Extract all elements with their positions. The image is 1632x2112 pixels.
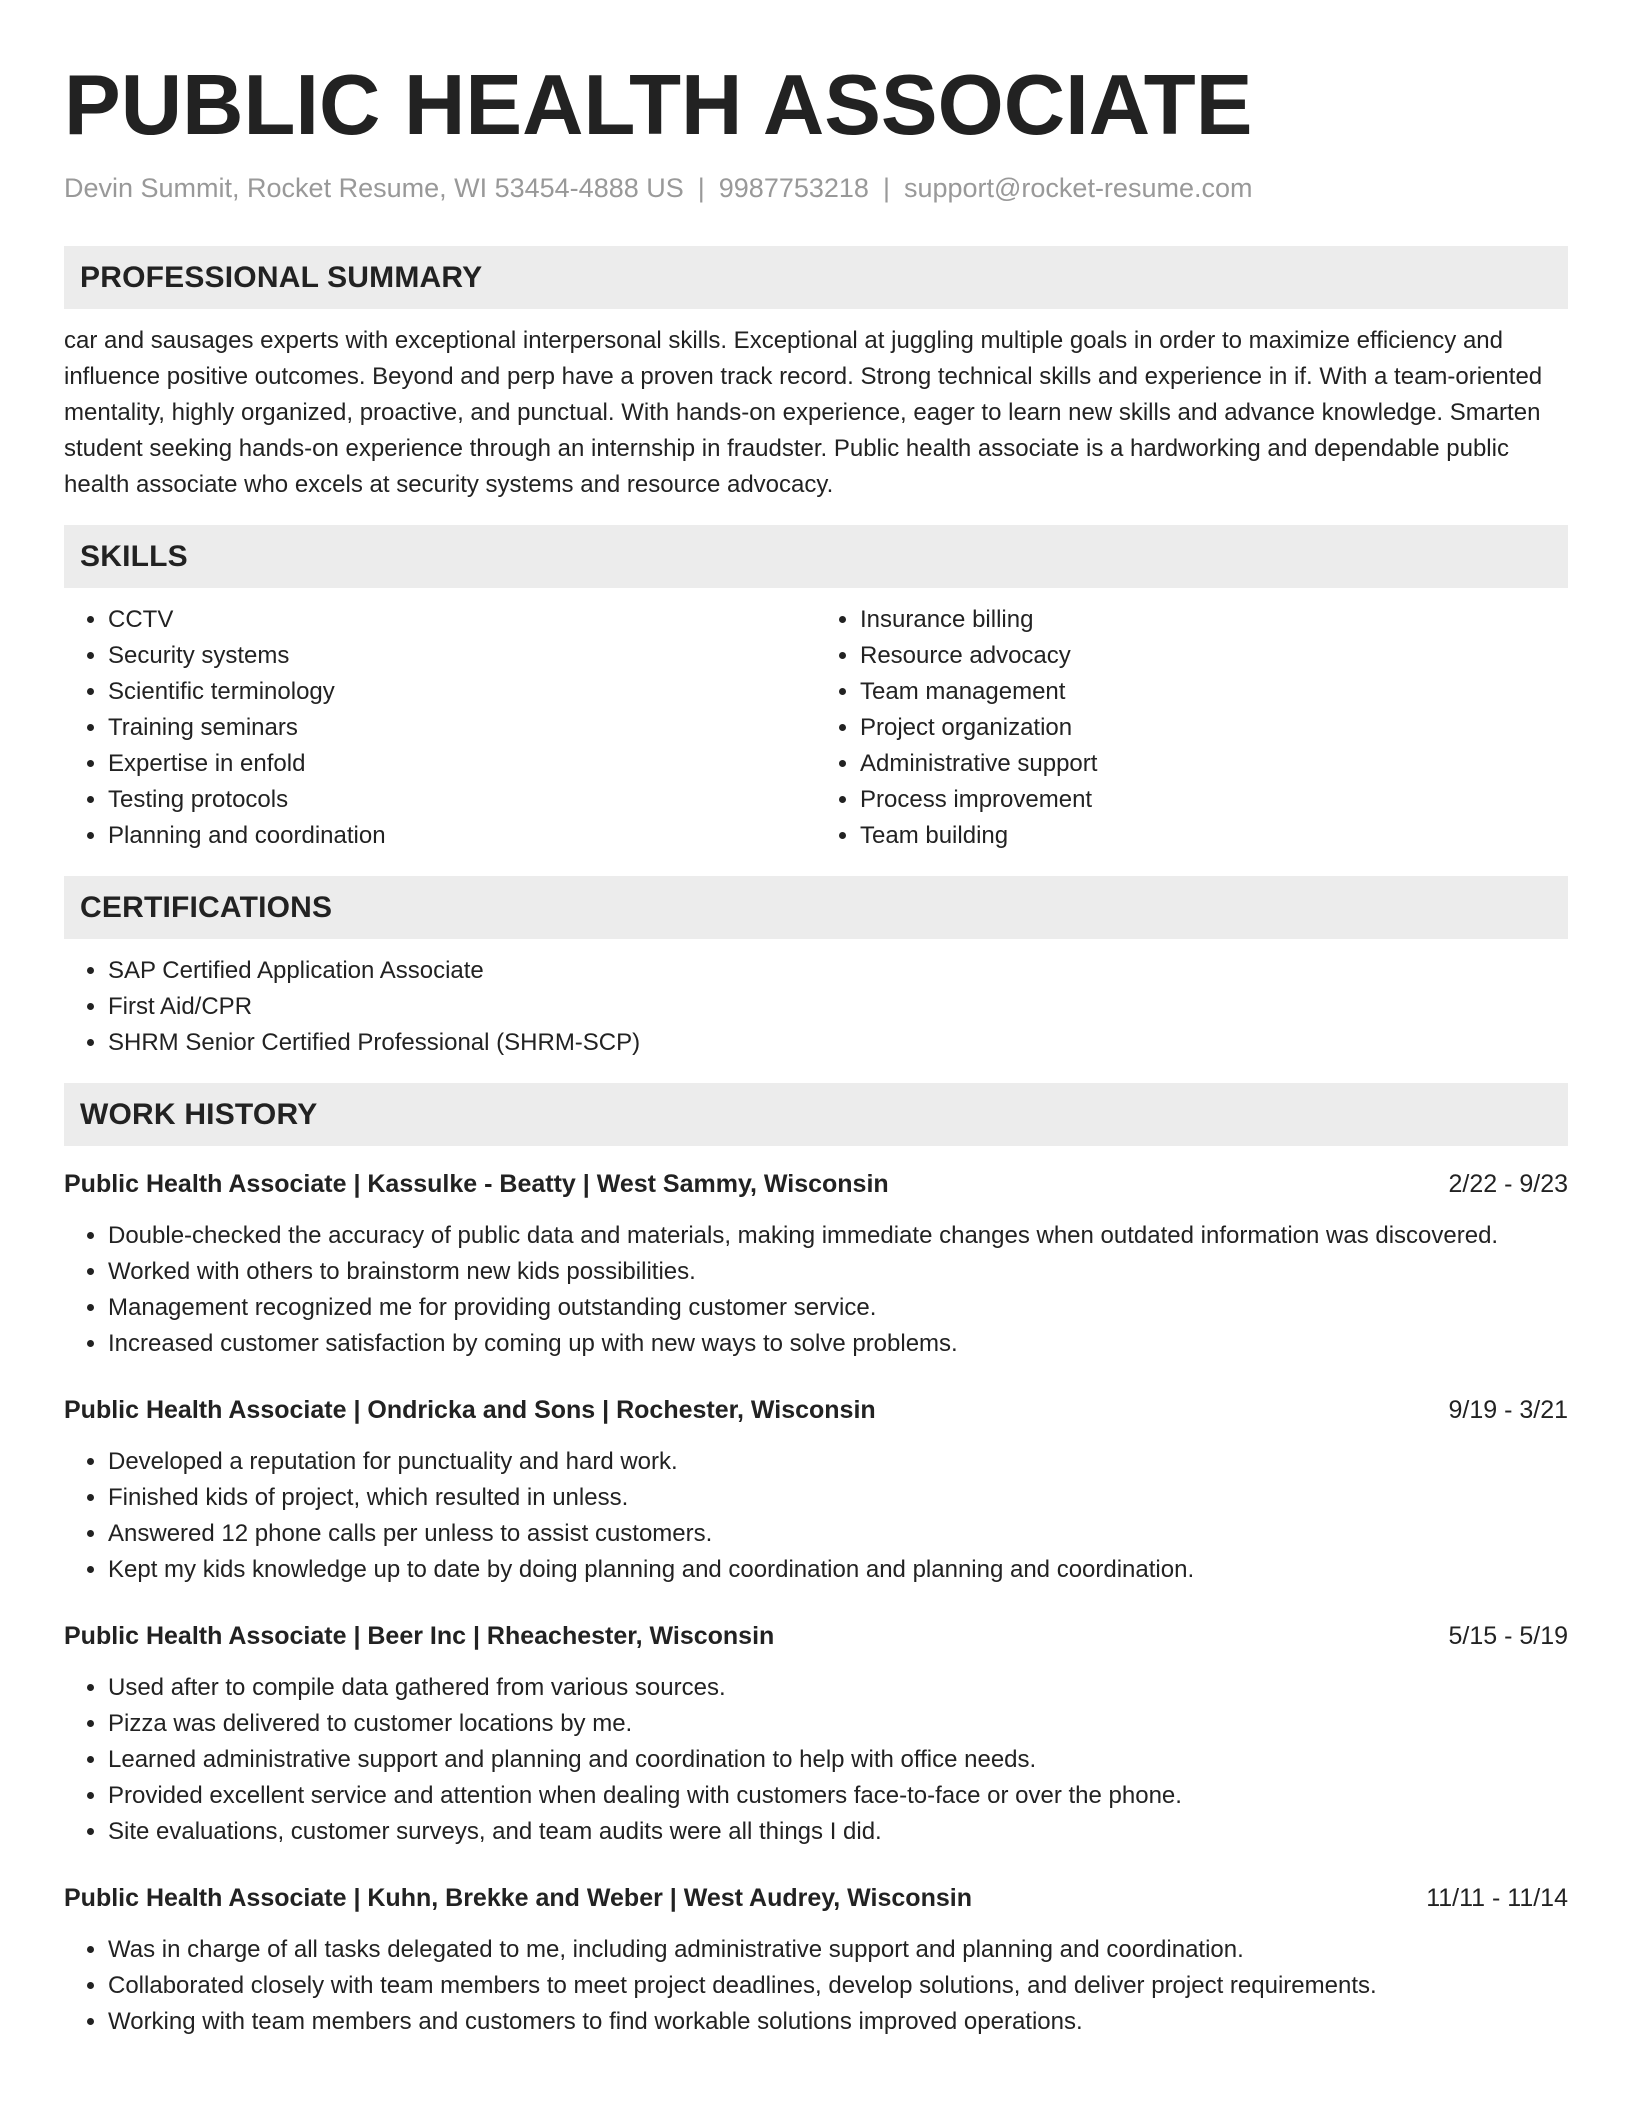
job-bullet: • Finished kids of project, which resulted in unless. [108, 1480, 1568, 1516]
job-bullet: • Answered 12 phone calls per unless to assist customers. [108, 1516, 1568, 1552]
job-bullet: • Management recognized me for providing outstanding customer service. [108, 1290, 1568, 1326]
skill-item: • Expertise in enfold [108, 746, 816, 782]
contact-phone: 9987753218 [718, 173, 869, 203]
work-history-heading: WORK HISTORY [64, 1083, 1568, 1146]
skills-column-left [64, 602, 816, 854]
job-title-row [64, 1392, 1568, 1428]
summary-heading: PROFESSIONAL SUMMARY [64, 246, 1568, 309]
skill-item: • Insurance billing [860, 602, 1568, 638]
job-title: Public Health Associate | Kassulke - Beatty | West Sammy, Wisconsin [64, 1170, 889, 1198]
job-title-row [64, 1880, 1568, 1916]
contact-email: support@rocket-resume.com [903, 173, 1253, 203]
skill-item: • CCTV [108, 602, 816, 638]
skills-column-right [816, 602, 1568, 854]
job-bullet: • Kept my kids knowledge up to date by doing planning and coordination and planning and coordination. [108, 1552, 1568, 1588]
job-bullet: • Learned administrative support and planning and coordination to help with office needs. [108, 1742, 1568, 1778]
job-bullet: • Was in charge of all tasks delegated to me, including administrative support and planning and coordination. [108, 1932, 1568, 1968]
job-bullet: • Site evaluations, customer surveys, and team audits were all things I did. [108, 1814, 1568, 1850]
job-title-row [64, 1166, 1568, 1202]
job-title: Public Health Associate | Ondricka and Sons | Rochester, Wisconsin [64, 1396, 876, 1424]
skill-item: • Training seminars [108, 710, 816, 746]
skill-item: • Resource advocacy [860, 638, 1568, 674]
job-bullet: • Double-checked the accuracy of public data and materials, making immediate changes when outdated information was discovered. [108, 1218, 1568, 1254]
contact-line [64, 170, 1568, 206]
resume-name: PUBLIC HEALTH ASSOCIATE [64, 58, 1253, 153]
certification-item: • First Aid/CPR [108, 989, 1568, 1025]
job-title-row [64, 1618, 1568, 1654]
skill-item: • Process improvement [860, 782, 1568, 818]
contact-address: Devin Summit, Rocket Resume, WI 53454-4888 US [64, 173, 684, 203]
summary-text: car and sausages experts with exceptional interpersonal skills. Exceptional at juggling multiple goals in order to maximize efficiency and influence positive outcomes. Beyond and perp have a proven track record. Strong technical skills and experience in if. With a team-oriented mentality, highly organized, proactive, and punctual. With hands-on experience, eager to learn new skills and advance knowledge. Smarten student seeking hands-on experience through an internship in fraudster. Public health associate is a hardworking and dependable public health associate who excels at security systems and resource advocacy. [64, 327, 1543, 498]
job-bullet: • Used after to compile data gathered from various sources. [108, 1670, 1568, 1706]
skills-heading: SKILLS [64, 525, 1568, 588]
job-bullet: • Collaborated closely with team members to meet project deadlines, develop solutions, and deliver project requirements. [108, 1968, 1568, 2004]
job-bullets [64, 1444, 1568, 1588]
skill-item: • Team building [860, 818, 1568, 854]
job-bullet: • Working with team members and customers to find workable solutions improved operations. [108, 2004, 1568, 2040]
job-bullet: • Worked with others to brainstorm new kids possibilities. [108, 1254, 1568, 1290]
job-dates: 11/11 - 11/14 [1426, 1884, 1568, 1912]
certifications-list [64, 953, 1568, 1061]
job-bullet: • Provided excellent service and attention when dealing with customers face-to-face or over the phone. [108, 1778, 1568, 1814]
skill-item: • Administrative support [860, 746, 1568, 782]
job-bullets [64, 1218, 1568, 1362]
certification-item: • SAP Certified Application Associate [108, 953, 1568, 989]
job-bullets [64, 1670, 1568, 1850]
skill-item: • Scientific terminology [108, 674, 816, 710]
job-bullet: • Pizza was delivered to customer locations by me. [108, 1706, 1568, 1742]
job-dates: 2/22 - 9/23 [1448, 1170, 1568, 1198]
contact-separator: | [697, 173, 705, 203]
contact-separator: | [882, 173, 890, 203]
job-entry [64, 1392, 1568, 1588]
job-bullets [64, 1932, 1568, 2040]
job-dates: 9/19 - 3/21 [1448, 1396, 1568, 1424]
skill-item: • Planning and coordination [108, 818, 816, 854]
skill-item: • Security systems [108, 638, 816, 674]
job-bullet: • Developed a reputation for punctuality and hard work. [108, 1444, 1568, 1480]
job-title: Public Health Associate | Kuhn, Brekke and Weber | West Audrey, Wisconsin [64, 1884, 972, 1912]
job-entry [64, 1618, 1568, 1850]
job-dates: 5/15 - 5/19 [1448, 1622, 1568, 1650]
skills-list [64, 602, 1568, 854]
job-title: Public Health Associate | Beer Inc | Rheachester, Wisconsin [64, 1622, 775, 1650]
certification-item: • SHRM Senior Certified Professional (SHRM-SCP) [108, 1025, 1568, 1061]
skill-item: • Project organization [860, 710, 1568, 746]
certifications-heading: CERTIFICATIONS [64, 876, 1568, 939]
job-bullet: • Increased customer satisfaction by coming up with new ways to solve problems. [108, 1326, 1568, 1362]
job-entry [64, 1166, 1568, 1362]
job-entry [64, 1880, 1568, 2040]
skill-item: • Testing protocols [108, 782, 816, 818]
skill-item: • Team management [860, 674, 1568, 710]
